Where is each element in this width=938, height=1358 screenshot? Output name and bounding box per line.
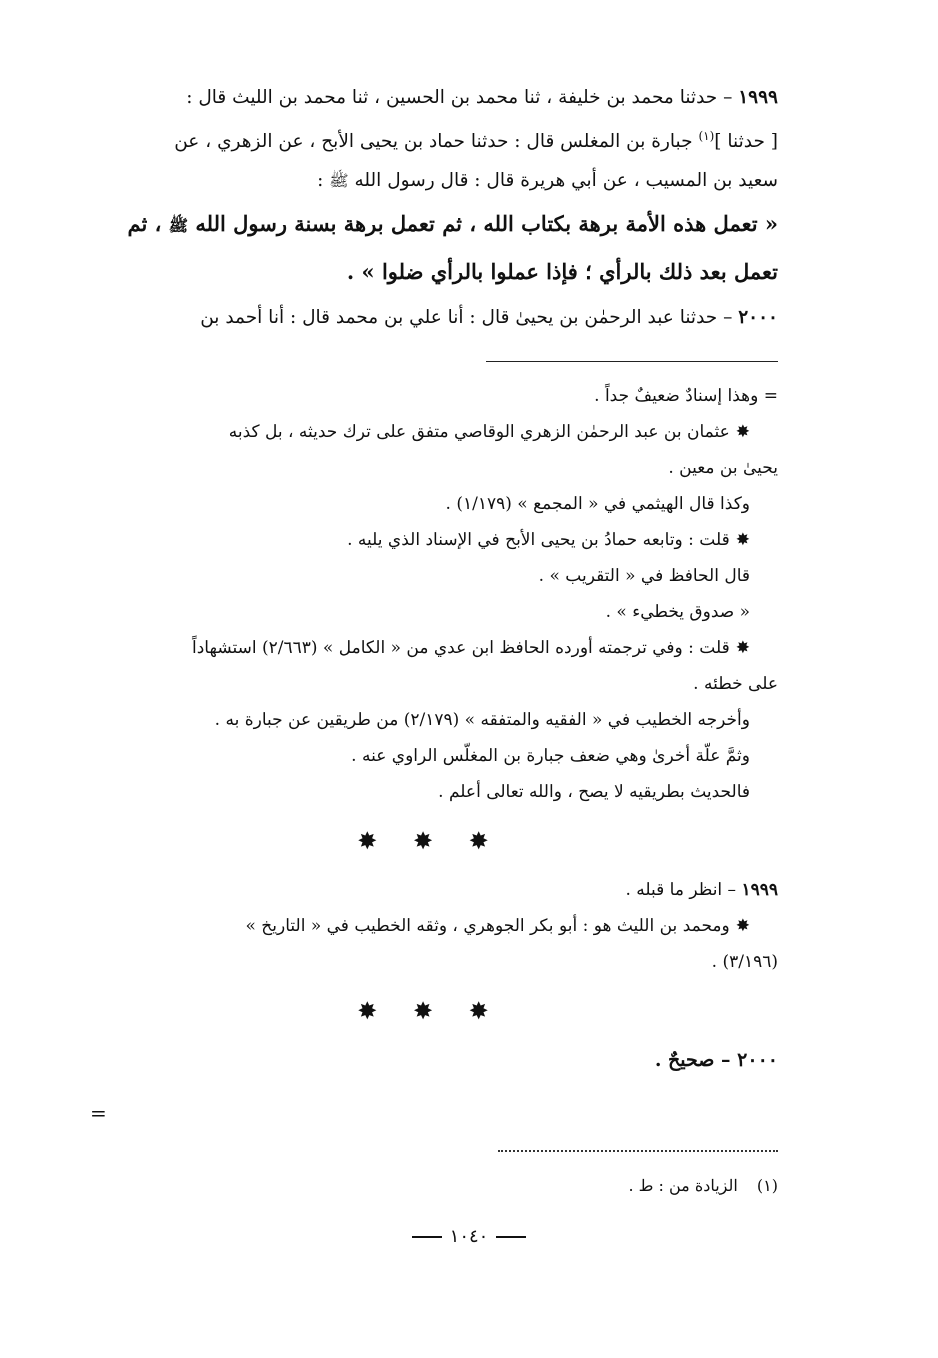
star-icon: ✸ bbox=[735, 638, 750, 658]
hadith-1999-line1: ١٩٩٩ – حدثنا محمد بن خليفة ، ثنا محمد بن الحسين ، ثنا محمد بن الليث قال : bbox=[186, 87, 778, 108]
hadith-1999-line2: [ حدثنا ]$^{(١)}$ جبارة بن المغلس قال : حدثنا حماد بن يحيى الأبح ، عن الزهري ، عن bbox=[174, 129, 778, 153]
footnote-number: (١) bbox=[756, 1176, 778, 1195]
note-line: على خطئه . bbox=[693, 674, 778, 694]
salutation-glyph: ﷺ bbox=[168, 216, 189, 236]
hadith-number: ٢٠٠٠ bbox=[738, 307, 778, 329]
note-line: (٣/١٩٦) . bbox=[711, 952, 778, 972]
hadith-2000-line1: ٢٠٠٠ – حدثنا عبد الرحمٰن بن يحيىٰ قال : أنا علي بن محمد قال : أنا أحمد بن bbox=[200, 307, 778, 329]
note-line: ✸قلت : وفي ترجمته أورده الحافظ ابن عدي من « الكامل » (٢/٦٦٣) استشهاداً bbox=[192, 638, 750, 658]
footnote-text: الزيادة من : ط . bbox=[628, 1176, 738, 1195]
footnote-divider bbox=[498, 1150, 778, 1152]
hadith-matn-line2: تعمل بعد ذلك بالرأي ؛ فإذا عملوا بالرأي ضلوا » . bbox=[346, 259, 778, 285]
footnote-ref: (١) bbox=[698, 129, 715, 143]
hadith-number: ١٩٩٩ bbox=[741, 880, 778, 900]
note-line: ✸عثمان بن عبد الرحمٰن الزهري الوقاصي متفق على ترك حديثه ، بل كذبه bbox=[228, 422, 750, 442]
hadith-number: ١٩٩٩ bbox=[738, 87, 778, 108]
hadith-number: ٢٠٠٠ bbox=[737, 1049, 778, 1071]
note-line: = وهذا إسنادٌ ضعيفٌ جداً . bbox=[594, 386, 778, 406]
note-line: ✸قلت : وتابعه حمادُ بن يحيى الأبح في الإسناد الذي يليه . bbox=[347, 530, 750, 550]
salutation-glyph: ﷺ bbox=[329, 171, 349, 191]
note-line: وأخرجه الخطيب في « الفقيه والمتفقه » (٢/١٧٩) من طريقين عن جبارة به . bbox=[214, 710, 750, 730]
note-line: ✸ومحمد بن الليث هو : أبو بكر الجوهري ، وثقه الخطيب في « التاريخ » bbox=[245, 916, 750, 936]
star-icon: ✸ bbox=[735, 530, 750, 550]
star-icon: ✸ bbox=[735, 422, 750, 442]
commentary bbox=[82, 378, 778, 1078]
footnote bbox=[82, 1172, 778, 1200]
note-line: وثمَّ علّة أخرىٰ وهي ضعف جبارة بن المغلّس الراوي عنه . bbox=[351, 746, 750, 766]
main-text bbox=[82, 78, 778, 337]
dash-right bbox=[412, 1236, 442, 1238]
note-line: وكذا قال الهيثمي في « المجمع » (١/١٧٩) . bbox=[445, 494, 750, 514]
note-line: « صدوق يخطيء » . bbox=[605, 602, 750, 622]
note-line: فالحديث بطريقيه لا يصح ، والله تعالى أعلم . bbox=[438, 782, 750, 802]
note-line: ١٩٩٩ – انظر ما قبله . bbox=[625, 880, 778, 900]
note-line: يحيىٰ بن معين . bbox=[668, 458, 778, 478]
dash-left bbox=[496, 1236, 526, 1238]
continuation-mark: = bbox=[90, 1101, 107, 1125]
section-separator: ✸ ✸ ✸ bbox=[357, 827, 503, 855]
hadith-1999-line3: سعيد بن المسيب ، عن أبي هريرة قال : قال رسول الله ﷺ : bbox=[317, 170, 778, 192]
section-separator: ✸ ✸ ✸ bbox=[357, 997, 503, 1025]
note-line: قال الحافظ في « التقريب » . bbox=[538, 566, 750, 586]
page-number: ١٠٤٠ bbox=[0, 1226, 938, 1247]
note-line: ٢٠٠٠ – صحيحٌ . bbox=[654, 1049, 778, 1071]
hadith-matn-line1: « تعمل هذه الأمة برهة بكتاب الله ، ثم تعمل برهة بسنة رسول الله ﷺ ، ثم bbox=[127, 211, 778, 237]
star-icon: ✸ bbox=[735, 916, 750, 936]
text-divider bbox=[486, 361, 778, 362]
